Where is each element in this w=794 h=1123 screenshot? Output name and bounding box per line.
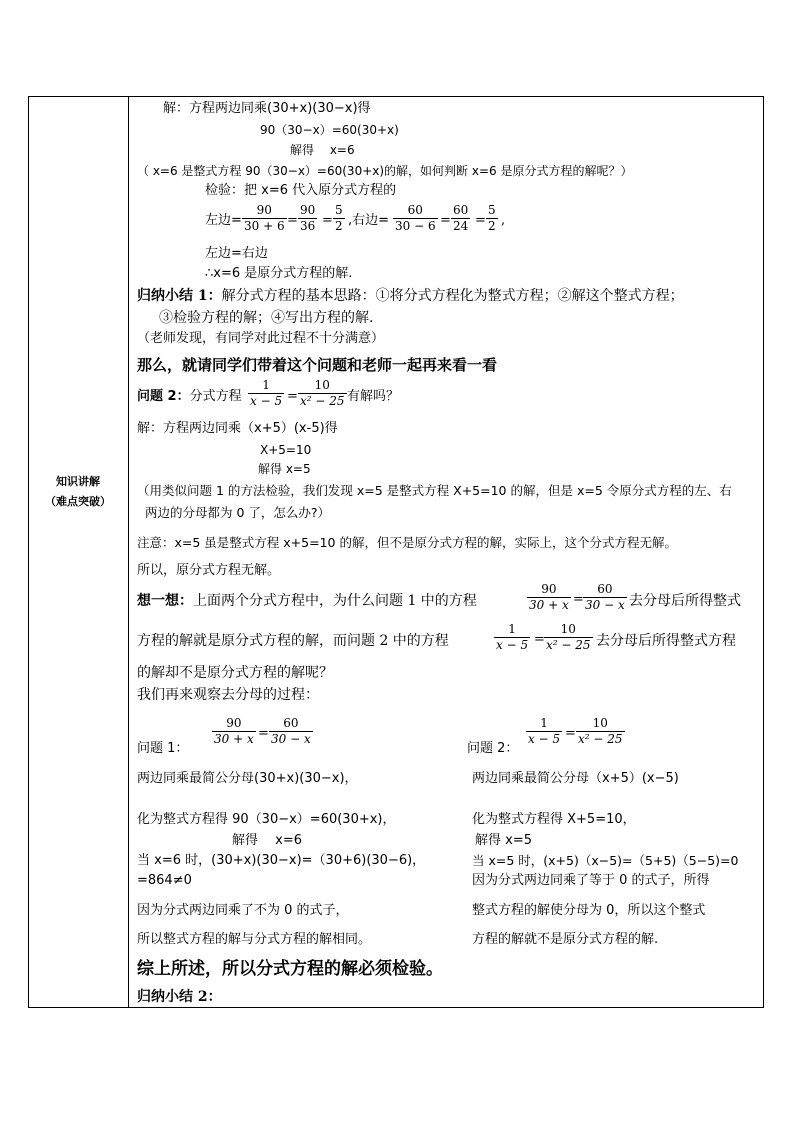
left-l3: 解得 x=6 [232, 833, 302, 848]
p1-frac-6 [486, 203, 498, 234]
think-eq-1: = [573, 592, 584, 607]
fraction-numerator: 60 [597, 582, 613, 596]
p1-tail: , [501, 213, 506, 228]
q2-head-line [137, 389, 242, 405]
fraction-numerator: 90 [256, 203, 272, 217]
fraction-numerator: 90 [300, 203, 316, 217]
p1-left-label: 左边= [205, 213, 242, 228]
think-e: 的解却不是原分式方程的解呢？ [137, 665, 333, 681]
q2-prefix: 分式方程 [189, 389, 242, 404]
fraction-denominator: x − 5 [250, 394, 283, 408]
q2-frac-2 [298, 378, 347, 409]
summary1-line2: ③检验方程的解；④写出方程的解. [159, 310, 374, 326]
summary1 [137, 287, 684, 305]
fraction-denominator: 30 + 6 [244, 219, 285, 233]
left-l2: 化为整式方程得 90（30−x）=60(30+x)， [137, 812, 396, 827]
fraction-numerator: 90 [226, 716, 242, 730]
fraction-denominator: 2 [335, 219, 343, 233]
think-a: 上面两个分式方程中，为什么问题 1 中的方程 [193, 593, 477, 609]
summary1-note: （老师发现，有同学对此过程不十分满意） [137, 331, 385, 346]
fraction-denominator: 30 − x [271, 732, 311, 746]
fraction-numerator: 1 [262, 378, 270, 392]
fraction-denominator: 30 − x [585, 598, 625, 612]
conclusion: 综上所述，所以分式方程的解必须检验。 [137, 959, 443, 979]
think-eq-2: = [534, 632, 545, 647]
p1-line8: ∴x=6 是原分式方程的解. [205, 266, 353, 281]
p1-line4: （ x=6 是整式方程 90（30−x）=60(30+x)的解，如何判断 x=6 是原分式方程的解呢？） [137, 164, 633, 178]
fraction-denominator: 30 + x [214, 732, 254, 746]
think-line1 [137, 592, 477, 610]
left-eq: = [258, 726, 269, 741]
summary2-head: 归纳小结 2： [137, 989, 222, 1005]
column-divider [128, 96, 129, 1008]
right-frac-1 [526, 716, 562, 747]
p1-frac-2 [298, 203, 317, 234]
summary1-head: 归纳小结 1： [137, 288, 222, 304]
right-l6: 整式方程的解使分母为 0，所以这个整式 [472, 903, 706, 918]
fraction-numerator: 60 [453, 203, 469, 217]
right-label: 问题 2： [467, 741, 519, 756]
fraction-numerator: 90 [541, 582, 557, 596]
think-head: 想一想： [137, 593, 193, 609]
lead-text: 那么，就请同学们带着这个问题和老师一起再来看一看 [137, 356, 498, 374]
fraction-numerator: 10 [314, 378, 330, 392]
p1-line1: 解：方程两边同乘(30+x)(30−x)得 [163, 101, 371, 116]
row-label-subtitle: （难点突破） [45, 495, 111, 508]
fraction-numerator: 60 [283, 716, 299, 730]
fraction-denominator: 2 [488, 219, 496, 233]
left-l6: 因为分式两边同乘了不为 0 的式子， [137, 903, 349, 918]
fraction-denominator: x² − 25 [578, 732, 623, 746]
left-label: 问题 1： [137, 741, 189, 756]
right-l5: 因为分式两边同乘了等于 0 的式子，所得 [472, 873, 710, 888]
p1-eq-2: = [322, 213, 333, 228]
fraction-numerator: 60 [407, 203, 423, 217]
fraction-numerator: 5 [488, 203, 496, 217]
q2-frac-1 [248, 378, 284, 409]
q2-s1: 解：方程两边同乘（x+5）(x-5)得 [137, 421, 338, 436]
fraction-numerator: 5 [335, 203, 343, 217]
p1-eq-3: = [440, 213, 451, 228]
fraction-numerator: 10 [560, 622, 576, 636]
q2-eq: = [287, 389, 298, 404]
left-l4: 当 x=6 时，(30+x)(30−x)=（30+6)(30−6)， [137, 853, 426, 868]
think-b: 去分母后所得整式 [629, 593, 741, 609]
fraction-denominator: 30 + x [529, 598, 569, 612]
row-label [30, 472, 126, 512]
right-l3: 解得 x=5 [475, 833, 532, 848]
think-frac-4 [544, 622, 593, 653]
think-f: 我们再来观察去分母的过程： [137, 687, 319, 703]
fraction-denominator: x² − 25 [300, 394, 345, 408]
right-l2: 化为整式方程得 X+5=10， [472, 812, 636, 827]
fraction-denominator: x − 5 [528, 732, 561, 746]
think-c: 方程的解就是原分式方程的解，而问题 2 中的方程 [137, 633, 449, 649]
p1-line2: 90（30−x）=60(30+x) [260, 123, 399, 137]
summary1-line1: 解分式方程的基本思路：①将分式方程化为整式方程；②解这个整式方程； [221, 288, 684, 304]
fraction-denominator: 24 [453, 219, 469, 233]
p1-line3: 解得 x=6 [290, 143, 355, 157]
fraction-denominator: 36 [300, 219, 316, 233]
q2-s3: 解得 x=5 [258, 462, 311, 476]
fraction-denominator: 30 − 6 [395, 219, 436, 233]
right-l1: 两边同乘最简公分母（x+5）(x−5) [472, 771, 679, 786]
q2-c2: 两边的分母都为 0 了，怎么办?） [145, 505, 331, 520]
right-frac-2 [576, 716, 625, 747]
fraction-numerator: 10 [592, 716, 608, 730]
think-frac-1 [527, 582, 571, 613]
p1-line5: 检验：把 x=6 代入原分式方程的 [205, 183, 397, 198]
think-d: 去分母后所得整式方程 [596, 633, 736, 649]
q2-suffix: 有解吗？ [347, 389, 400, 404]
left-l7: 所以整式方程的解与分式方程的解相同。 [137, 932, 372, 947]
right-l4: 当 x=5 时，(x+5)（x−5)=（5+5)（5−5)=0 [472, 853, 739, 868]
left-l5: =864≠0 [137, 873, 192, 888]
p1-frac-3 [333, 203, 345, 234]
p1-eq-1: = [287, 213, 298, 228]
q2-s2: X+5=10 [260, 443, 312, 457]
left-frac-2 [269, 716, 313, 747]
p1-frac-5 [451, 203, 470, 234]
left-l1: 两边同乘最简公分母(30+x)(30−x)， [137, 771, 358, 786]
right-eq: = [565, 726, 576, 741]
p1-frac-4 [393, 203, 438, 234]
q2-conclusion: 所以，原分式方程无解。 [137, 563, 281, 578]
fraction-numerator: 1 [540, 716, 548, 730]
q2-note: 注意：x=5 虽是整式方程 x+5=10 的解，但不是原分式方程的解，实际上，这个分式方程无解。 [137, 535, 677, 550]
p1-eq-4: = [475, 213, 486, 228]
think-frac-3 [494, 622, 530, 653]
fraction-denominator: x² − 25 [546, 638, 591, 652]
row-label-title: 知识讲解 [56, 475, 100, 488]
fraction-numerator: 1 [508, 622, 516, 636]
left-frac-1 [212, 716, 256, 747]
p1-mid: ,右边= [348, 213, 390, 228]
think-frac-2 [583, 582, 627, 613]
p1-frac-1 [242, 203, 287, 234]
q2-c1: （用类似问题 1 的方法检验，我们发现 x=5 是整式方程 X+5=10 的解，但是 x=5 令原分式方程的左、右 [137, 483, 732, 498]
q2-head: 问题 2： [137, 389, 190, 404]
right-l7: 方程的解就不是原分式方程的解. [472, 932, 659, 947]
fraction-denominator: x − 5 [496, 638, 529, 652]
p1-line7: 左边=右边 [205, 246, 268, 261]
